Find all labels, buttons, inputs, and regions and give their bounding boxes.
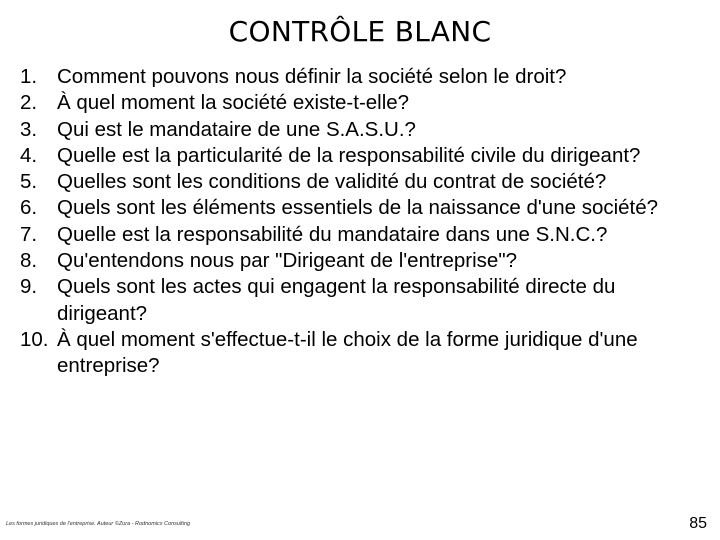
question-item-6: [20, 195, 710, 221]
question-item-9: [20, 274, 710, 327]
question-item-2: [20, 90, 710, 116]
question-number: 9.: [20, 275, 38, 299]
question-text: Qui est le mandataire de une S.A.S.U.?: [57, 117, 416, 141]
question-item-3: [20, 117, 710, 143]
question-text: Quelles sont les conditions de validité du contrat de société?: [57, 170, 607, 194]
question-text: Quelle est la particularité de la responsabilité civile du dirigeant?: [57, 143, 641, 167]
question-item-8: [20, 248, 710, 274]
question-number: 10.: [20, 327, 49, 351]
question-number: 6.: [20, 196, 38, 220]
question-item-1: [20, 64, 710, 90]
question-item-5: [20, 169, 710, 195]
question-text: Quelle est la responsabilité du mandataire dans une S.N.C.?: [57, 222, 608, 246]
question-text: Quels sont les actes qui engagent la responsabilité directe du dirigeant?: [57, 275, 616, 325]
question-list: [20, 64, 710, 380]
question-item-4: [20, 143, 710, 169]
question-number: 5.: [20, 170, 38, 194]
question-text: Qu'entendons nous par "Dirigeant de l'entreprise"?: [57, 249, 517, 273]
page-number: 85: [689, 515, 707, 532]
question-number: 4.: [20, 143, 38, 167]
question-item-10: [20, 327, 710, 380]
question-number: 7.: [20, 222, 38, 246]
question-number: 1.: [20, 65, 38, 88]
question-text: À quel moment s'effectue-t-il le choix de la forme juridique d'une entreprise?: [57, 327, 638, 378]
question-text: À quel moment la société existe-t-elle?: [57, 91, 410, 115]
question-item-7: [20, 222, 710, 248]
slide-title: CONTRÔLE BLANC: [228, 15, 492, 48]
question-text: Comment pouvons nous définir la société selon le droit?: [57, 65, 567, 88]
question-number: 8.: [20, 249, 38, 273]
question-text: Quels sont les éléments essentiels de la naissance d'une société?: [57, 196, 659, 220]
question-number: 3.: [20, 117, 38, 141]
question-number: 2.: [20, 91, 38, 115]
footer-note: Les formes juridiques de l'entreprise. Auteur ©Zura - Rodnomics Consulting: [6, 521, 191, 527]
